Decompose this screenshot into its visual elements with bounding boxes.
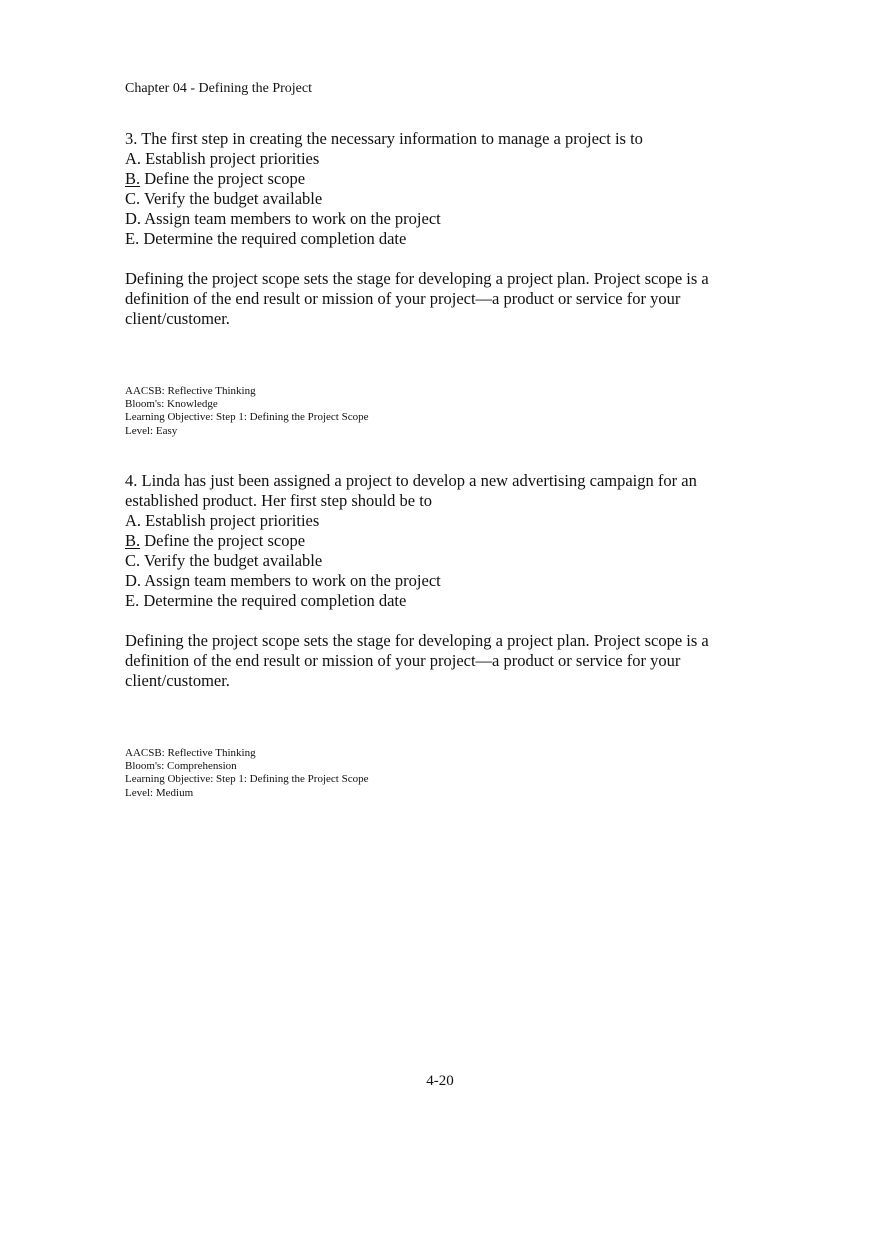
question-metadata (125, 385, 745, 438)
option-text: Assign team members to work on the project (144, 571, 441, 590)
question-block (125, 471, 745, 800)
option-letter-correct: B. (125, 531, 141, 550)
option-text: Define the project scope (144, 531, 306, 550)
option-letter: D. (125, 209, 142, 228)
meta-level: Level: Medium (125, 786, 194, 799)
answer-option (125, 551, 745, 571)
option-letter: A. (125, 149, 142, 168)
meta-learning-objective: Learning Objective: Step 1: Defining the Project Scope (125, 773, 369, 786)
answer-option (125, 149, 745, 169)
option-letter-correct: B. (125, 169, 141, 188)
option-letter: D. (125, 571, 142, 590)
answer-options (125, 511, 745, 611)
answer-option-correct (125, 531, 745, 551)
page-number: 4-20 (426, 1073, 454, 1089)
option-letter: E. (125, 591, 140, 610)
option-letter: E. (125, 229, 140, 248)
option-text: Assign team members to work on the project (144, 209, 441, 228)
answer-option (125, 571, 745, 591)
answer-option (125, 209, 745, 229)
answer-option (125, 591, 745, 611)
answer-options (125, 149, 745, 249)
option-letter: C. (125, 189, 141, 208)
answer-option (125, 229, 745, 249)
meta-blooms: Bloom's: Comprehension (125, 760, 237, 773)
question-metadata (125, 747, 745, 800)
answer-option (125, 189, 745, 209)
meta-aacsb: AACSB: Reflective Thinking (125, 385, 256, 397)
question-stem: 3. The first step in creating the necessary information to manage a project is to (125, 129, 643, 148)
question-stem: 4. Linda has just been assigned a project to develop a new advertising campaign for an established product. Her first step should be to (125, 471, 697, 510)
option-text: Establish project priorities (145, 511, 320, 530)
meta-level: Level: Easy (125, 424, 178, 437)
meta-aacsb: AACSB: Reflective Thinking (125, 747, 256, 759)
chapter-header: Chapter 04 - Defining the Project (125, 81, 313, 96)
answer-option-correct (125, 169, 745, 189)
answer-explanation: Defining the project scope sets the stage for developing a project plan. Project scope is a definition of the end result or mission of your project—a product or service for your client/customer. (125, 631, 709, 690)
option-text: Determine the required completion date (143, 591, 407, 610)
question-block (125, 129, 745, 438)
option-letter: A. (125, 511, 142, 530)
option-text: Establish project priorities (145, 149, 320, 168)
answer-explanation: Defining the project scope sets the stage for developing a project plan. Project scope is a definition of the end result or mission of your project—a product or service for your client/customer. (125, 269, 709, 328)
meta-learning-objective: Learning Objective: Step 1: Defining the Project Scope (125, 411, 369, 424)
answer-option (125, 511, 745, 531)
option-text: Define the project scope (144, 169, 306, 188)
option-text: Verify the budget available (143, 189, 323, 208)
option-letter: C. (125, 551, 141, 570)
option-text: Verify the budget available (143, 551, 323, 570)
meta-blooms: Bloom's: Knowledge (125, 398, 218, 411)
option-text: Determine the required completion date (143, 229, 407, 248)
